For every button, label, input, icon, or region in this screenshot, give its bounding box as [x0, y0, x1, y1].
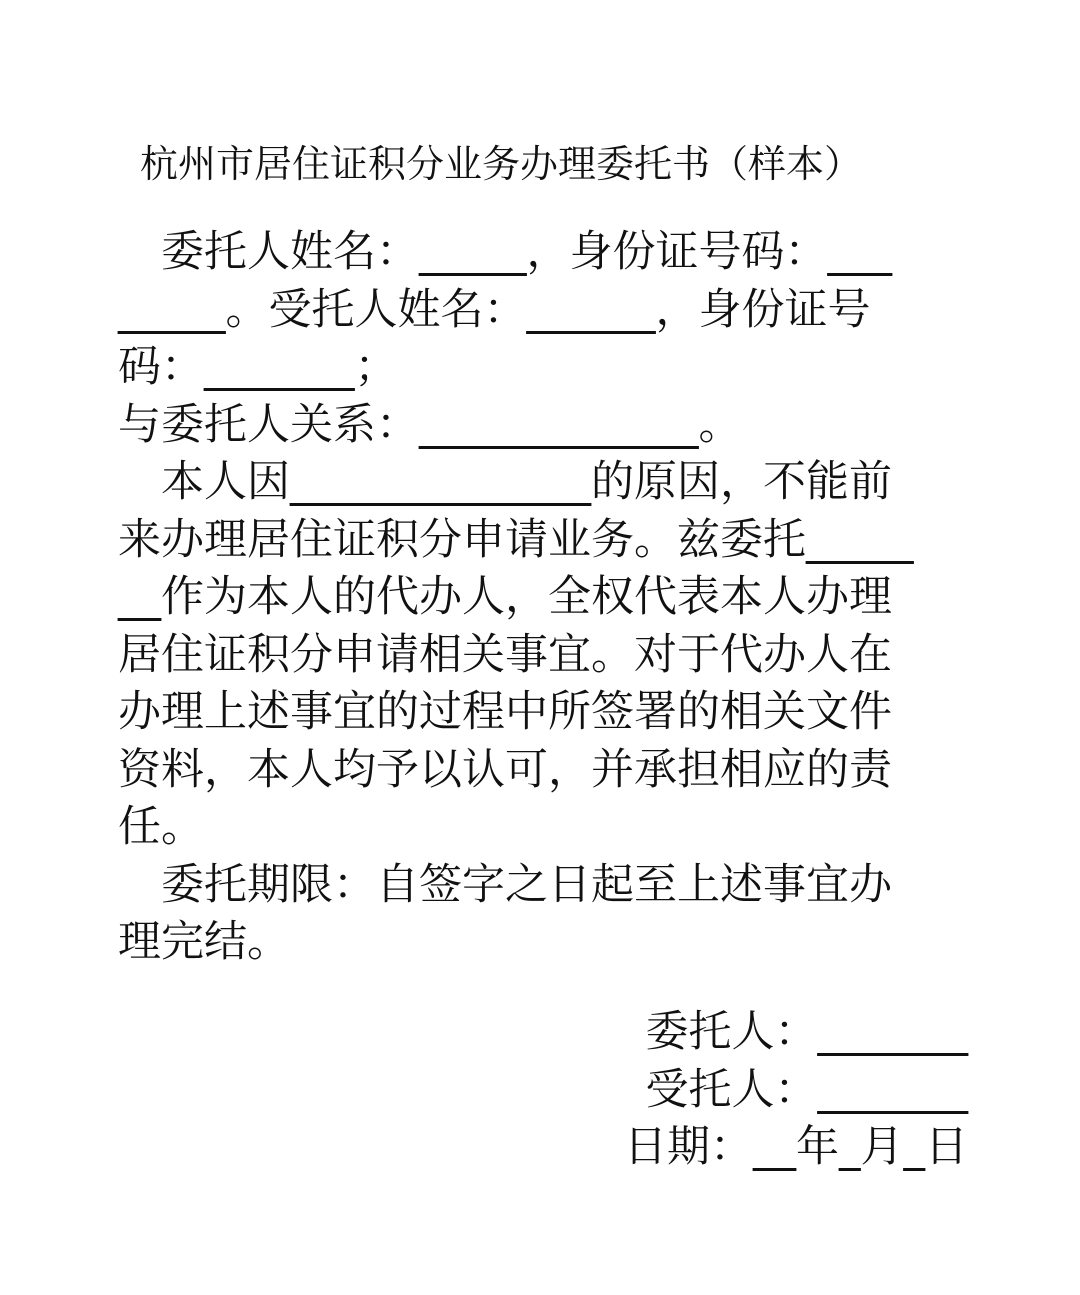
body-line: 码：_______； [118, 342, 398, 392]
principal-signature-line: 委托人：_______ [645, 1007, 968, 1057]
date-line: 日期：__年_月_日 [624, 1122, 968, 1172]
body-line: __作为本人的代办人，全权代表本人办理 [118, 572, 892, 622]
body-line: 委托人姓名：_____，身份证号码：___ [118, 227, 892, 277]
signature-block [624, 1004, 968, 1177]
body-line: 居住证积分申请相关事宜。对于代办人在 [118, 629, 892, 680]
body-line: 本人因______________的原因，不能前 [118, 457, 892, 507]
document-body [118, 224, 970, 972]
body-line: 委托期限：自签字之日起至上述事宜办 [118, 859, 892, 910]
body-line: 理完结。 [118, 917, 290, 967]
body-line: 与委托人关系：_____________。 [118, 399, 742, 450]
body-line: _____。受托人姓名：______，身份证号 [118, 284, 871, 335]
body-line: 办理上述事宜的过程中所签署的相关文件 [118, 687, 892, 737]
body-line: 来办理居住证积分申请业务。兹委托_____ [118, 514, 914, 565]
body-line: 任。 [118, 802, 204, 852]
agent-signature-line: 受托人：_______ [645, 1064, 968, 1115]
body-line: 资料，本人均予以认可，并承担相应的责 [118, 744, 892, 795]
document-title: 杭州市居住证积分业务办理委托书（样本） [140, 142, 863, 186]
